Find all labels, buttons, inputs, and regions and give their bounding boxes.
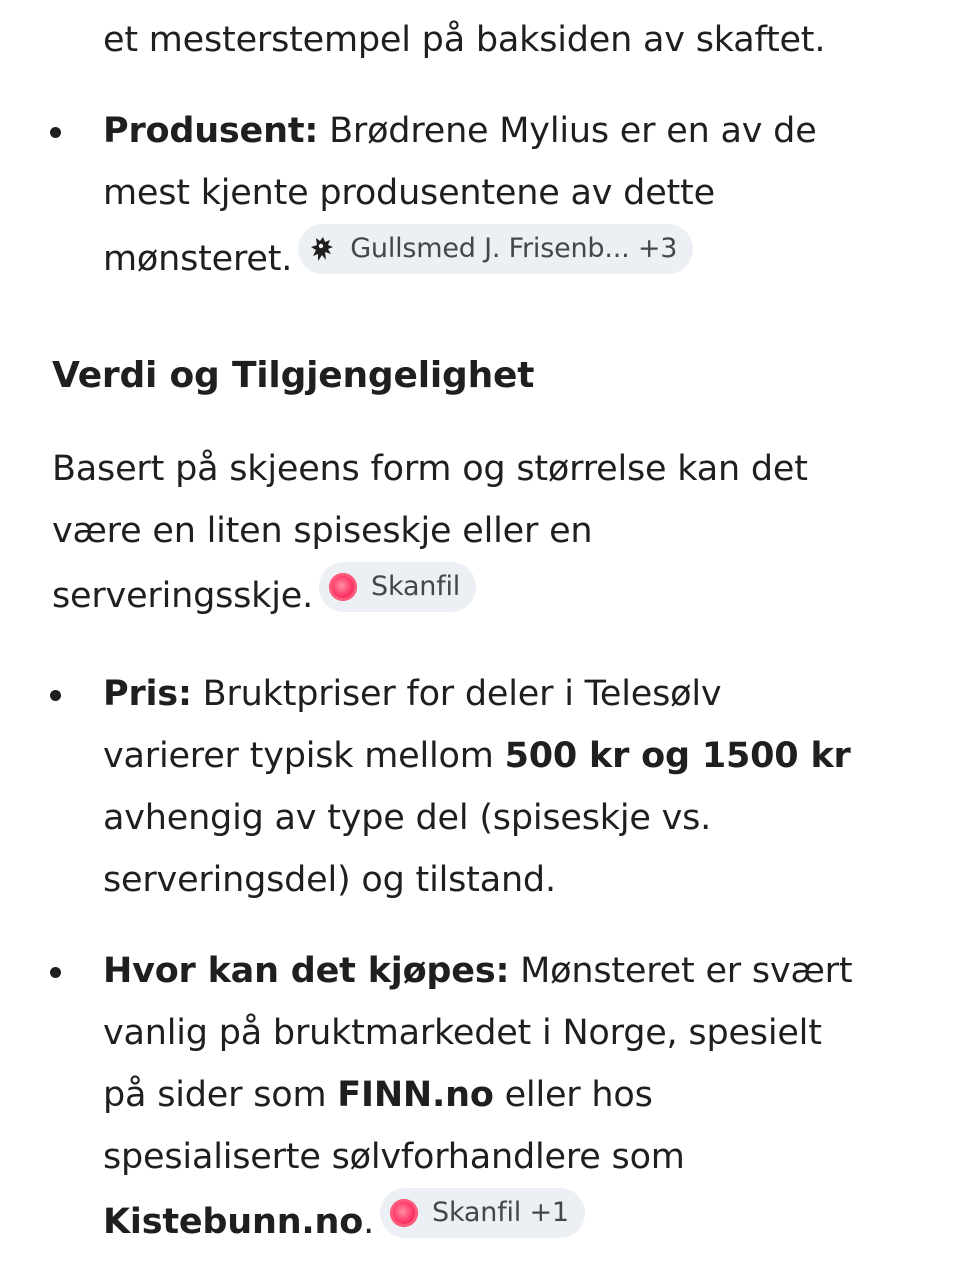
skanfil-circle-icon (329, 573, 357, 601)
text-line: spesialiserte sølvforhandlere som (103, 1137, 685, 1177)
text-line: være en liten spiseskje eller en (52, 511, 593, 551)
text-line: varierer typisk mellom (103, 736, 505, 776)
text-line: serveringsdel) og tilstand. (103, 860, 556, 900)
text-line: Basert på skjeens form og størrelse kan det (52, 449, 808, 489)
list-item-label: Pris: (103, 674, 192, 714)
price-range: 500 kr og 1500 kr (504, 736, 851, 776)
chip-label: Gullsmed J. Frisenb... +3 (350, 233, 678, 264)
paragraph-text (52, 438, 912, 627)
source-chip-gullsmed[interactable] (298, 224, 693, 274)
text-line: Mønsteret er svært (509, 951, 853, 991)
chip-label: Skanfil +1 (432, 1197, 569, 1228)
text-line: på sider som (103, 1075, 338, 1115)
text-line: Brødrene Mylius er en av de (318, 111, 817, 151)
list-item-text (103, 100, 923, 290)
text-line: . (363, 1202, 375, 1242)
text-line: vanlig på bruktmarkedet i Norge, spesielt (103, 1013, 822, 1053)
bullet-dot (50, 967, 61, 978)
text-line: avhengig av type del (spiseskje vs. (103, 798, 712, 838)
bullet-dot (50, 690, 61, 701)
skanfil-circle-icon (390, 1199, 418, 1227)
list-item-label: Hvor kan det kjøpes: (103, 951, 510, 991)
lion-crest-icon (308, 234, 338, 264)
source-chip-skanfil-plus[interactable] (380, 1188, 585, 1238)
continued-text-line: et mesterstempel på baksiden av skaftet. (103, 20, 826, 60)
bullet-dot (50, 127, 61, 138)
section-heading: Verdi og Tilgjengelighet (52, 355, 535, 396)
chip-label: Skanfil (371, 571, 461, 602)
text-line: mest kjente produsentene av dette (103, 173, 715, 213)
text-line: eller hos (493, 1075, 653, 1115)
site-name-finn: FINN.no (337, 1075, 494, 1115)
text-line: Bruktpriser for deler i Telesølv (191, 674, 722, 714)
text-line: serveringsskje. (52, 576, 314, 616)
list-item-text (103, 940, 923, 1253)
site-name-kistebunn: Kistebunn.no (103, 1202, 364, 1242)
list-item-text (103, 663, 923, 911)
list-item-label: Produsent: (103, 111, 319, 151)
text-line: mønsteret. (103, 239, 293, 279)
source-chip-skanfil[interactable] (319, 562, 476, 612)
